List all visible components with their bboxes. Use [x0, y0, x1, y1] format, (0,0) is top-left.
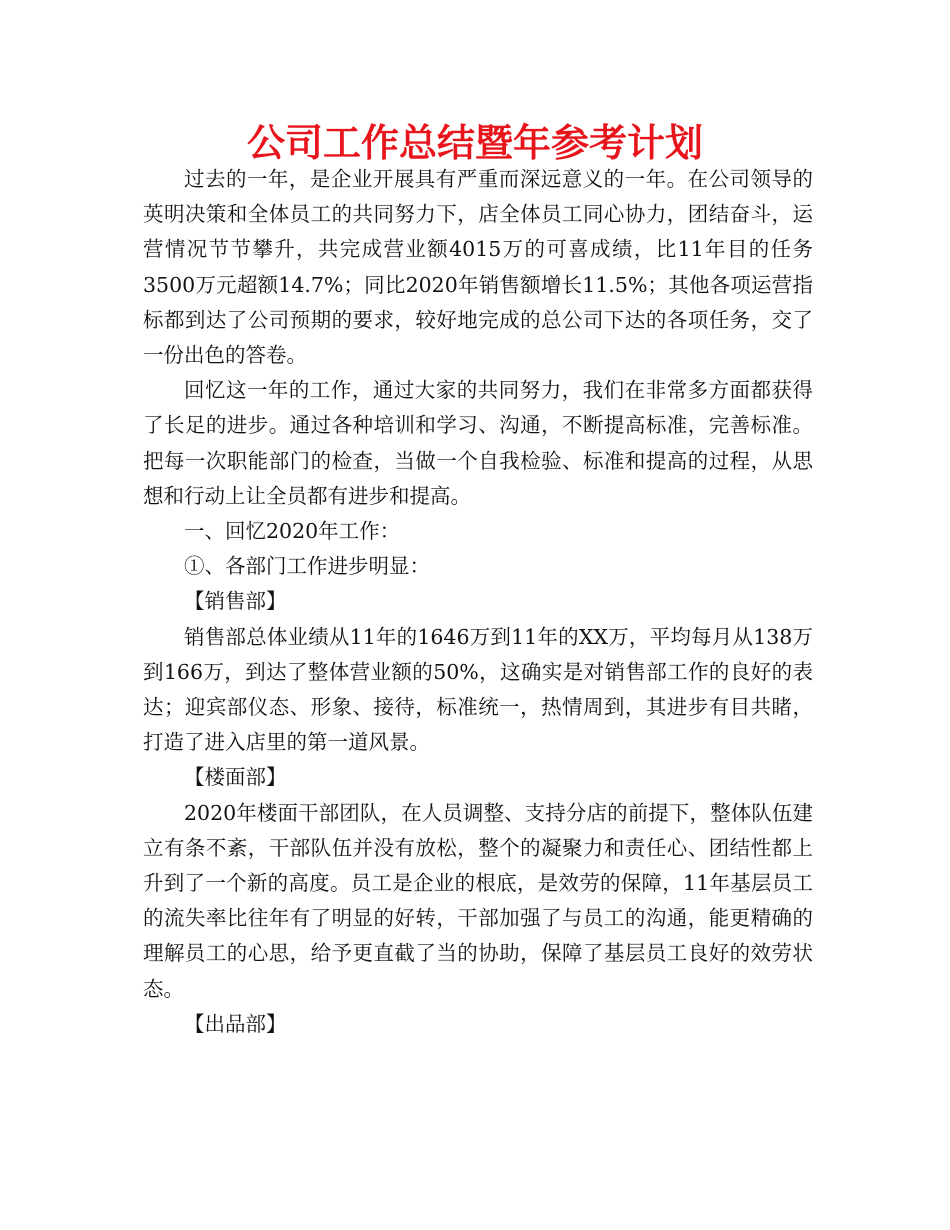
- department-heading-floor: 【楼面部】: [184, 765, 287, 790]
- paragraph-intro: 过去的一年，是企业开展具有严重而深远意义的一年。在公司领导的英明决策和全体员工的共同努力下，店全体员工同心协力，团结奋斗，运营情况节节攀升，共完成营业额4015万的可喜成绩，比11年目的任务3500万元超额14.7%；同比2020年销售额增长11.5%；其他各项运营指标都到达了公司预期的要求，较好地完成的总公司下达的各项任务，交了一份出色的答卷。: [143, 167, 813, 368]
- document-title: 公司工作总结暨年参考计划: [246, 121, 703, 165]
- paragraph-floor: 2020年楼面干部团队，在人员调整、支持分店的前提下，整体队伍建立有条不紊，干部队伍并没有放松，整个的凝聚力和责任心、团结性都上升到了一个新的高度。员工是企业的根底，是效劳的保障，11年基层员工的流失率比往年有了明显的好转，干部加强了与员工的沟通，能更精确的理解员工的心思，给予更直截了当的协助，保障了基层员工良好的效劳状态。: [143, 800, 813, 1001]
- department-heading-kitchen: 【出品部】: [184, 1011, 287, 1036]
- subsection-heading-departments: ①、各部门工作进步明显：: [184, 554, 430, 579]
- section-heading-review-2020: 一、回忆2020年工作：: [184, 519, 401, 544]
- paragraph-sales: 销售部总体业绩从11年的1646万到11年的XX万，平均每月从138万到166万，到达了整体营业额的50%，这确实是对销售部工作的良好的表达；迎宾部仪态、形象、接待，标准统一，热情周到，其进步有目共睹，打造了进入店里的第一道风景。: [143, 624, 813, 755]
- document-body: [143, 162, 813, 1042]
- department-heading-sales: 【销售部】: [184, 589, 287, 614]
- paragraph-review: 回忆这一年的工作，通过大家的共同努力，我们在非常多方面都获得了长足的进步。通过各种培训和学习、沟通，不断提高标准，完善标准。把每一次职能部门的检查，当做一个自我检验、标准和提高的过程，从思想和行动上让全员都有进步和提高。: [143, 378, 813, 508]
